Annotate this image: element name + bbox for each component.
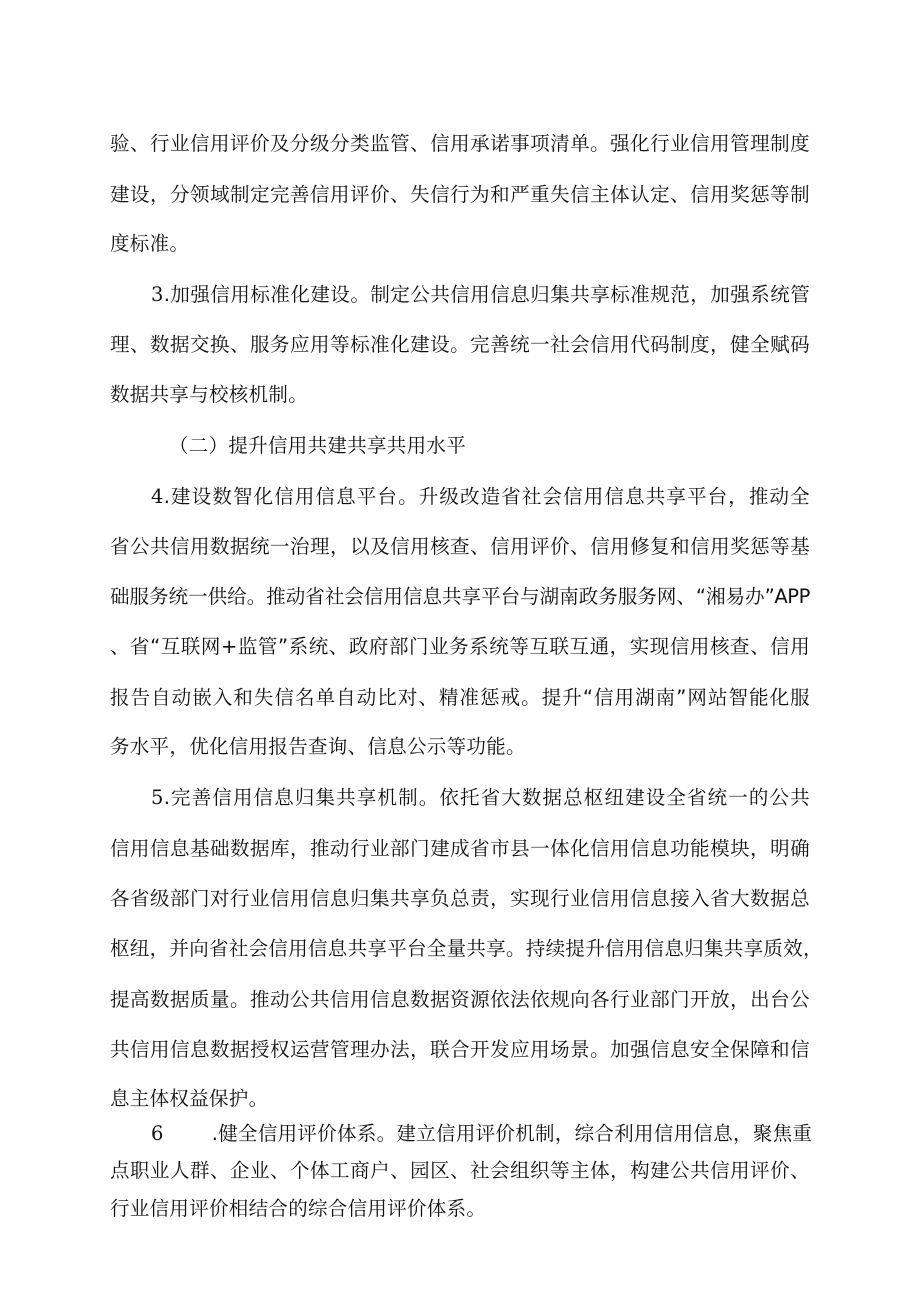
- item-number: 5: [151, 786, 164, 809]
- body-text-line: 息主体权益保护。: [110, 1087, 269, 1110]
- body-text-line: 共信用信息数据授权运营管理办法，联合开发应用场景。加强信息安全保障和信: [110, 1038, 810, 1061]
- body-text-line: 省公共信用数据统一治理，以及信用核查、信用评价、信用修复和信用奖惩等基: [110, 535, 810, 558]
- item-text: .健全信用评价体系。建立信用评价机制，综合利用信用信息，聚焦重: [211, 1122, 813, 1145]
- body-text-line: 验、行业信用评价及分级分类监管、信用承诺事项清单。强化行业信用管理制度: [110, 132, 810, 155]
- body-text-line: 建设，分领域制定完善信用评价、失信行为和严重失信主体认定、信用奖惩等制: [110, 183, 810, 206]
- body-text-line: 行业信用评价相结合的综合信用评价体系。: [110, 1197, 487, 1220]
- body-text-line: 数据共享与校核机制。: [110, 383, 309, 406]
- item-text: .完善信用信息归集共享机制。依托省大数据总枢纽建设全省统一的公共: [163, 786, 810, 809]
- body-text-line: 各省级部门对行业信用信息归集共享负总责，实现行业信用信息接入省大数据总: [110, 887, 810, 910]
- list-item-6-first-line: [151, 1121, 813, 1147]
- body-text-line: 信用信息基础数据库，推动行业部门建成省市县一体化信用信息功能模块，明确: [110, 837, 810, 860]
- body-text-line: 、省“互联网+监管”系统、政府部门业务系统等互联互通，实现信用核查、信用: [110, 635, 810, 658]
- body-text-line: 报告自动嵌入和失信名单自动比对、精准惩戒。提升“信用湖南”网站智能化服: [110, 686, 810, 709]
- body-text-line: 提高数据质量。推动公共信用信息数据资源依法依规向各行业部门开放，出台公: [110, 988, 810, 1011]
- item-number: 4: [151, 485, 164, 508]
- section-heading: （二）提升信用共建共享共用水平: [169, 434, 467, 457]
- body-text-line: 务水平，优化信用报告查询、信息公示等功能。: [110, 735, 526, 758]
- body-text-line: 点职业人群、企业、个体工商户、园区、社会组织等主体，构建公共信用评价、: [110, 1159, 810, 1182]
- item-number: 6: [151, 1122, 164, 1145]
- body-text-line: 枢纽，并向省社会信用信息共享平台全量共享。持续提升信用信息归集共享质效，: [110, 937, 823, 960]
- item-text: .加强信用标准化建设。制定公共信用信息归集共享标准规范，加强系统管: [163, 283, 810, 306]
- item-number: 3: [151, 283, 164, 306]
- body-text-line: 础服务统一供给。推动省社会信用信息共享平台与湖南政务服务网、“湘易办”APP: [110, 585, 810, 608]
- body-text-line: 理、数据交换、服务应用等标准化建设。完善统一社会信用代码制度，健全赋码: [110, 333, 810, 356]
- list-item-5-first-line: [151, 785, 810, 811]
- body-text-line: 度标准。: [110, 232, 190, 255]
- item-text: .建设数智化信用信息平台。升级改造省社会信用信息共享平台，推动全: [163, 485, 810, 508]
- list-item-4-first-line: [151, 484, 810, 510]
- list-item-3-first-line: [151, 282, 810, 308]
